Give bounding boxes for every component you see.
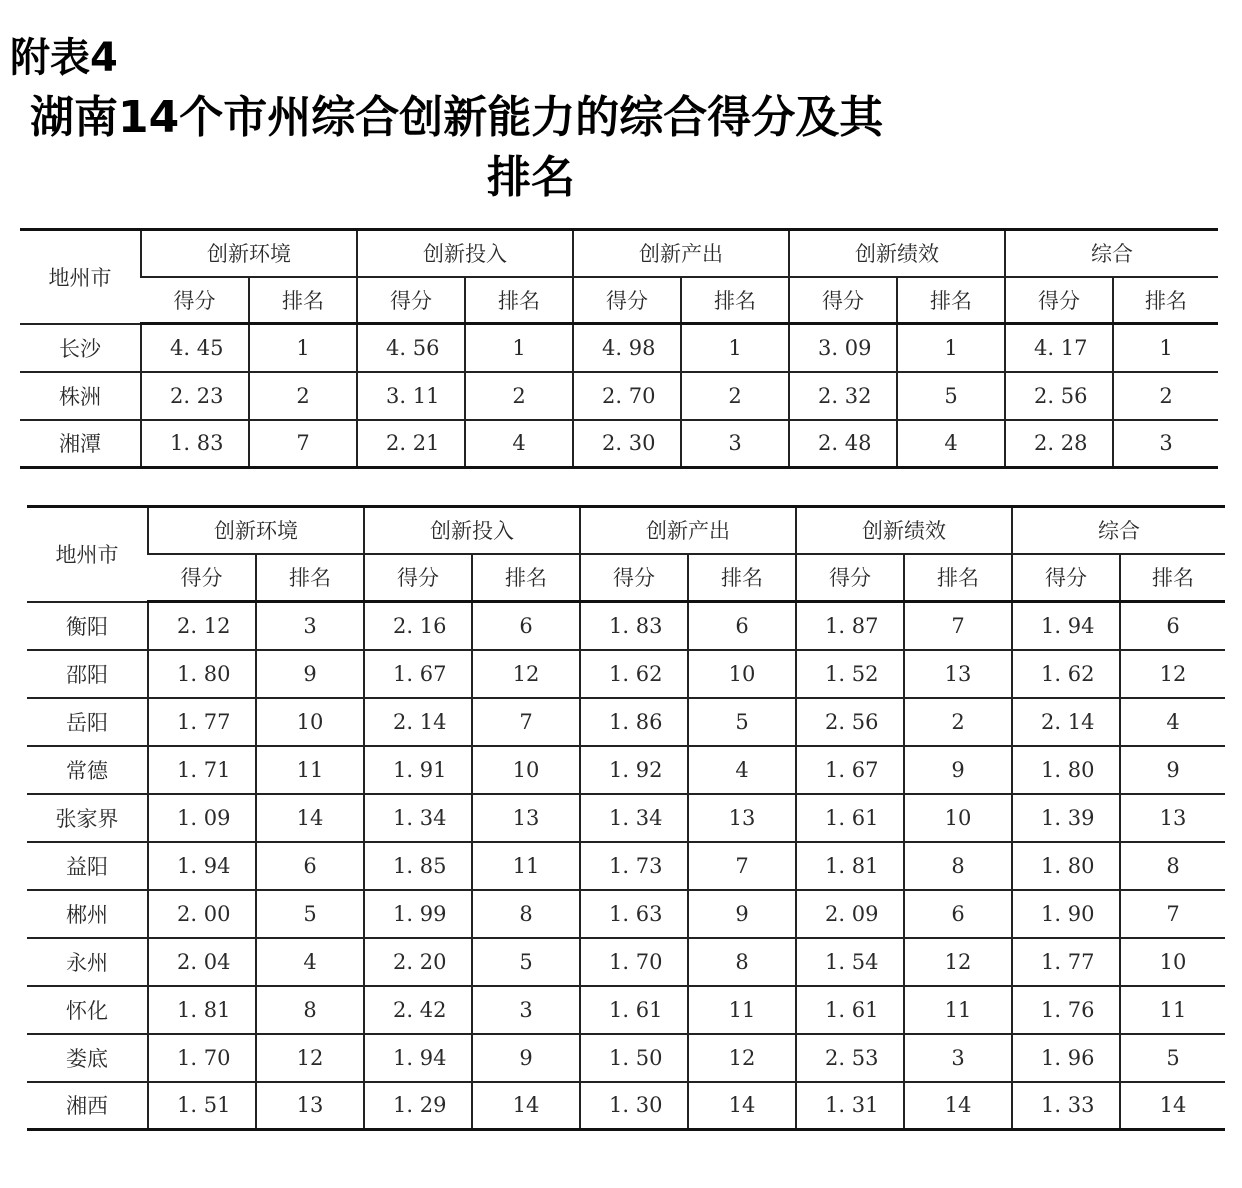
rank-cell: 12 — [1120, 650, 1225, 698]
table-row — [27, 1082, 1225, 1130]
rank-cell: 14 — [904, 1082, 1012, 1130]
score-cell: 1. 31 — [796, 1082, 904, 1130]
rank-cell: 6 — [1120, 602, 1225, 650]
rank-cell: 2 — [904, 698, 1012, 746]
rank-cell: 11 — [688, 986, 796, 1034]
rank-cell: 4 — [1120, 698, 1225, 746]
rank-cell: 10 — [688, 650, 796, 698]
city-cell: 长沙 — [20, 324, 141, 372]
score-header: 得分 — [148, 554, 256, 602]
rank-cell: 12 — [256, 1034, 364, 1082]
group-header: 创新环境 — [141, 230, 357, 277]
score-cell: 1. 70 — [148, 1034, 256, 1082]
score-cell: 1. 86 — [580, 698, 688, 746]
rank-cell: 14 — [256, 794, 364, 842]
score-cell: 1. 09 — [148, 794, 256, 842]
score-cell: 1. 50 — [580, 1034, 688, 1082]
score-cell: 4. 56 — [357, 324, 465, 372]
score-cell: 1. 61 — [580, 986, 688, 1034]
score-cell: 1. 67 — [796, 746, 904, 794]
rank-cell: 11 — [1120, 986, 1225, 1034]
rank-cell: 11 — [472, 842, 580, 890]
rank-cell: 8 — [688, 938, 796, 986]
rank-cell: 10 — [256, 698, 364, 746]
group-header: 综合 — [1012, 507, 1225, 554]
score-cell: 2. 21 — [357, 420, 465, 468]
city-cell: 衡阳 — [27, 602, 148, 650]
rank-cell: 5 — [688, 698, 796, 746]
city-cell: 岳阳 — [27, 698, 148, 746]
rank-cell: 3 — [1113, 420, 1218, 468]
rank-cell: 3 — [904, 1034, 1012, 1082]
score-cell: 1. 99 — [364, 890, 472, 938]
rank-cell: 13 — [688, 794, 796, 842]
score-cell: 1. 67 — [364, 650, 472, 698]
score-cell: 1. 34 — [364, 794, 472, 842]
rank-cell: 6 — [256, 842, 364, 890]
rank-header: 排名 — [904, 554, 1012, 602]
rank-cell: 8 — [472, 890, 580, 938]
rank-cell: 6 — [904, 890, 1012, 938]
rank-cell: 14 — [688, 1082, 796, 1130]
score-cell: 4. 17 — [1005, 324, 1113, 372]
group-header: 综合 — [1005, 230, 1218, 277]
score-cell: 1. 87 — [796, 602, 904, 650]
score-cell: 1. 91 — [364, 746, 472, 794]
score-cell: 1. 61 — [796, 794, 904, 842]
score-cell: 1. 96 — [1012, 1034, 1120, 1082]
score-header: 得分 — [796, 554, 904, 602]
score-cell: 2. 23 — [141, 372, 249, 420]
rank-cell: 9 — [1120, 746, 1225, 794]
rank-cell: 9 — [688, 890, 796, 938]
city-cell: 益阳 — [27, 842, 148, 890]
rank-cell: 6 — [472, 602, 580, 650]
table-row — [27, 746, 1225, 794]
score-header: 得分 — [364, 554, 472, 602]
score-cell: 4. 98 — [573, 324, 681, 372]
score-cell: 1. 76 — [1012, 986, 1120, 1034]
group-header: 创新投入 — [364, 507, 580, 554]
score-cell: 1. 80 — [1012, 842, 1120, 890]
rank-cell: 7 — [472, 698, 580, 746]
rank-cell: 4 — [897, 420, 1005, 468]
title-line-2: 排名 — [487, 152, 575, 203]
rank-cell: 7 — [1120, 890, 1225, 938]
rank-cell: 3 — [681, 420, 789, 468]
score-cell: 3. 11 — [357, 372, 465, 420]
score-cell: 1. 83 — [580, 602, 688, 650]
score-cell: 1. 30 — [580, 1082, 688, 1130]
group-header: 创新产出 — [580, 507, 796, 554]
rank-cell: 13 — [256, 1082, 364, 1130]
rank-header: 排名 — [256, 554, 364, 602]
score-cell: 1. 51 — [148, 1082, 256, 1130]
score-header: 得分 — [1005, 277, 1113, 324]
score-cell: 1. 77 — [148, 698, 256, 746]
city-cell: 湘西 — [27, 1082, 148, 1130]
table-row — [27, 1034, 1225, 1082]
rank-cell: 7 — [688, 842, 796, 890]
rank-cell: 5 — [256, 890, 364, 938]
score-cell: 1. 81 — [796, 842, 904, 890]
table-row — [20, 420, 1218, 468]
rank-cell: 10 — [904, 794, 1012, 842]
score-header: 得分 — [141, 277, 249, 324]
score-cell: 1. 92 — [580, 746, 688, 794]
score-cell: 1. 70 — [580, 938, 688, 986]
score-cell: 2. 28 — [1005, 420, 1113, 468]
rank-cell: 12 — [904, 938, 1012, 986]
score-cell: 1. 54 — [796, 938, 904, 986]
score-cell: 2. 12 — [148, 602, 256, 650]
title-line-1: 湖南14个市州综合创新能力的综合得分及其 — [30, 92, 884, 143]
city-header: 地州市 — [27, 507, 148, 602]
city-cell: 永州 — [27, 938, 148, 986]
table-row — [27, 938, 1225, 986]
rank-header: 排名 — [472, 554, 580, 602]
rank-header: 排名 — [681, 277, 789, 324]
score-cell: 1. 94 — [148, 842, 256, 890]
score-cell: 2. 56 — [796, 698, 904, 746]
rank-cell: 13 — [904, 650, 1012, 698]
table-row — [27, 842, 1225, 890]
city-cell: 邵阳 — [27, 650, 148, 698]
rank-cell: 7 — [249, 420, 357, 468]
score-cell: 2. 09 — [796, 890, 904, 938]
city-cell: 湘潭 — [20, 420, 141, 468]
rank-cell: 10 — [1120, 938, 1225, 986]
score-cell: 1. 33 — [1012, 1082, 1120, 1130]
score-cell: 2. 00 — [148, 890, 256, 938]
score-cell: 2. 56 — [1005, 372, 1113, 420]
rank-cell: 11 — [904, 986, 1012, 1034]
score-cell: 1. 62 — [580, 650, 688, 698]
score-cell: 2. 53 — [796, 1034, 904, 1082]
rank-cell: 11 — [256, 746, 364, 794]
page-title — [30, 88, 1040, 208]
score-header: 得分 — [789, 277, 897, 324]
score-cell: 1. 81 — [148, 986, 256, 1034]
score-cell: 2. 16 — [364, 602, 472, 650]
rank-cell: 2 — [681, 372, 789, 420]
group-header: 创新环境 — [148, 507, 364, 554]
score-cell: 1. 85 — [364, 842, 472, 890]
rank-cell: 8 — [256, 986, 364, 1034]
rank-cell: 1 — [465, 324, 573, 372]
rank-cell: 8 — [904, 842, 1012, 890]
rank-cell: 2 — [1113, 372, 1218, 420]
city-header: 地州市 — [20, 230, 141, 324]
score-cell: 2. 32 — [789, 372, 897, 420]
score-header: 得分 — [1012, 554, 1120, 602]
table-row — [27, 986, 1225, 1034]
score-cell: 1. 77 — [1012, 938, 1120, 986]
rank-header: 排名 — [688, 554, 796, 602]
score-header: 得分 — [357, 277, 465, 324]
rank-cell: 5 — [897, 372, 1005, 420]
table-row — [27, 650, 1225, 698]
rank-cell: 1 — [681, 324, 789, 372]
score-cell: 1. 61 — [796, 986, 904, 1034]
rank-cell: 2 — [465, 372, 573, 420]
table-row — [27, 602, 1225, 650]
rank-cell: 13 — [1120, 794, 1225, 842]
score-cell: 1. 52 — [796, 650, 904, 698]
group-header: 创新绩效 — [796, 507, 1012, 554]
score-cell: 1. 63 — [580, 890, 688, 938]
score-cell: 1. 80 — [148, 650, 256, 698]
group-header: 创新产出 — [573, 230, 789, 277]
score-cell: 1. 80 — [1012, 746, 1120, 794]
table-1-body — [20, 324, 1218, 468]
score-cell: 1. 39 — [1012, 794, 1120, 842]
table-row — [27, 794, 1225, 842]
score-cell: 2. 42 — [364, 986, 472, 1034]
score-header: 得分 — [580, 554, 688, 602]
group-header: 创新投入 — [357, 230, 573, 277]
score-cell: 3. 09 — [789, 324, 897, 372]
city-cell: 张家界 — [27, 794, 148, 842]
rank-cell: 2 — [249, 372, 357, 420]
rank-cell: 14 — [472, 1082, 580, 1130]
rank-header: 排名 — [897, 277, 1005, 324]
rank-cell: 3 — [472, 986, 580, 1034]
rank-cell: 4 — [465, 420, 573, 468]
appendix-label: 附表4 — [10, 35, 118, 81]
city-cell: 娄底 — [27, 1034, 148, 1082]
city-cell: 郴州 — [27, 890, 148, 938]
city-cell: 株洲 — [20, 372, 141, 420]
ranking-table-1 — [20, 228, 1218, 469]
rank-cell: 7 — [904, 602, 1012, 650]
score-cell: 1. 90 — [1012, 890, 1120, 938]
table-2-body — [27, 602, 1225, 1130]
rank-cell: 1 — [249, 324, 357, 372]
rank-cell: 5 — [1120, 1034, 1225, 1082]
table-row — [20, 372, 1218, 420]
score-header: 得分 — [573, 277, 681, 324]
rank-cell: 10 — [472, 746, 580, 794]
score-cell: 1. 83 — [141, 420, 249, 468]
rank-cell: 12 — [688, 1034, 796, 1082]
score-cell: 1. 29 — [364, 1082, 472, 1130]
table-row — [27, 890, 1225, 938]
score-cell: 2. 04 — [148, 938, 256, 986]
rank-cell: 8 — [1120, 842, 1225, 890]
rank-header: 排名 — [1113, 277, 1218, 324]
rank-cell: 9 — [256, 650, 364, 698]
score-cell: 1. 73 — [580, 842, 688, 890]
score-cell: 2. 48 — [789, 420, 897, 468]
score-cell: 1. 34 — [580, 794, 688, 842]
city-cell: 怀化 — [27, 986, 148, 1034]
table-row — [20, 324, 1218, 372]
score-cell: 1. 94 — [364, 1034, 472, 1082]
rank-cell: 5 — [472, 938, 580, 986]
score-cell: 2. 30 — [573, 420, 681, 468]
rank-cell: 4 — [256, 938, 364, 986]
rank-header: 排名 — [465, 277, 573, 324]
table-row — [27, 698, 1225, 746]
score-cell: 2. 20 — [364, 938, 472, 986]
rank-cell: 9 — [904, 746, 1012, 794]
city-cell: 常德 — [27, 746, 148, 794]
score-cell: 4. 45 — [141, 324, 249, 372]
score-cell: 1. 71 — [148, 746, 256, 794]
score-cell: 2. 70 — [573, 372, 681, 420]
rank-cell: 3 — [256, 602, 364, 650]
rank-cell: 4 — [688, 746, 796, 794]
ranking-table-2 — [27, 505, 1225, 1131]
score-cell: 2. 14 — [1012, 698, 1120, 746]
rank-cell: 1 — [1113, 324, 1218, 372]
rank-header: 排名 — [1120, 554, 1225, 602]
rank-header: 排名 — [249, 277, 357, 324]
rank-cell: 1 — [897, 324, 1005, 372]
rank-cell: 14 — [1120, 1082, 1225, 1130]
rank-cell: 12 — [472, 650, 580, 698]
rank-cell: 6 — [688, 602, 796, 650]
score-cell: 2. 14 — [364, 698, 472, 746]
score-cell: 1. 62 — [1012, 650, 1120, 698]
rank-cell: 13 — [472, 794, 580, 842]
group-header: 创新绩效 — [789, 230, 1005, 277]
score-cell: 1. 94 — [1012, 602, 1120, 650]
rank-cell: 9 — [472, 1034, 580, 1082]
